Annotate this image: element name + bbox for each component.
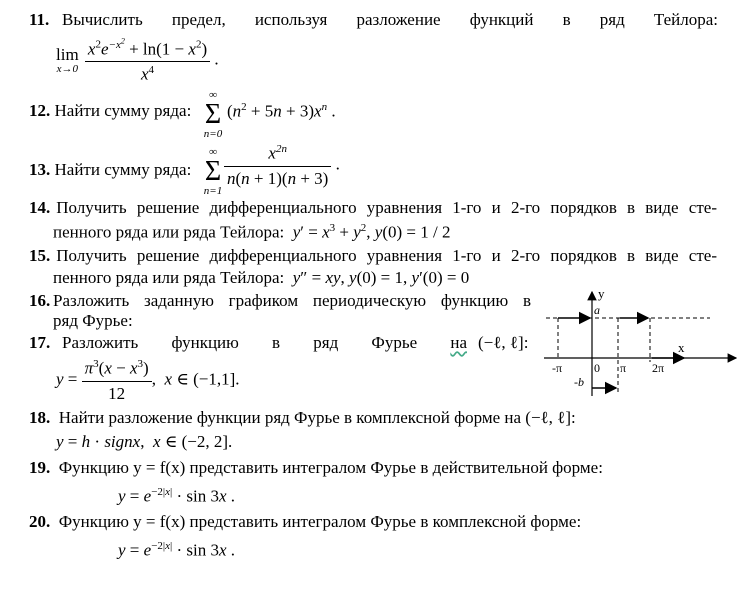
problem-13-sigma: ∞ Σ n=1 xyxy=(203,146,223,197)
graph-y-label: y xyxy=(598,286,605,301)
problem-16-line2: ряд Фурье: xyxy=(53,311,133,330)
graph-b-label: -b xyxy=(574,375,584,389)
graph-tick-pi: π xyxy=(620,361,627,375)
problem-11-number: 11. xyxy=(29,10,50,29)
problem-13-formula: $\frac{x^{2n}}{n(n + 1)(n + 3)}$ . xyxy=(224,143,340,189)
problem-14-line2: пенного ряда или ряда Тейлора: $y' = x^3 + y^2$, y(0) = 1 / 2 xyxy=(53,222,451,242)
problem-17-text: Разложить функцию в ряд Фурье на xyxy=(62,333,467,352)
problem-19-formula: $y = e^{-2|x|} \cdot \sin 3x$ . xyxy=(118,486,235,506)
problem-12-sigma: ∞ Σ n=0 xyxy=(203,89,223,140)
problem-14: 14. Получить решение дифференциального уравнения 1-го и 2-го порядков в виде сте- xyxy=(29,198,717,217)
problem-12-formula: $(n^2 + 5n + 3)x^n$ . xyxy=(227,101,336,121)
problem-15: 15. Получить решение дифференциального уравнения 1-го и 2-го порядков в виде сте- xyxy=(29,246,717,265)
problem-11-text: Вычислить предел, используя разложение функций в ряд Тейлора: xyxy=(62,10,718,29)
problem-11-formula: lim x→0 $\frac{x^2e^{-x^2} + \ln(1 - x^2)}{x^4}$ . xyxy=(56,36,219,84)
problem-18-formula: y = h · signx, x ∈ (−2, 2]. xyxy=(56,432,233,451)
problem-20: 20. Функцию y = f(x) представить интегралом Фурье в комплексной форме: xyxy=(29,512,582,531)
problem-20-formula: $y = e^{-2|x|} \cdot \sin 3x$ . xyxy=(118,540,235,560)
problem-17-formula: y = $\frac{\pi^3(x - x^3)}{12}$ , x ∈ (−1,1]. xyxy=(56,358,240,403)
problem-17-interval: (−ℓ, ℓ]: xyxy=(478,333,529,352)
problem-17-number: 17. xyxy=(29,333,51,352)
problem-16-line1: Разложить заданную графиком периодическую функцию в xyxy=(53,291,531,310)
problem-12: 12. Найти сумму ряда: xyxy=(29,101,192,120)
graph-a-label: a xyxy=(594,303,600,317)
problem-13: 13. Найти сумму ряда: xyxy=(29,160,192,179)
graph-tick-minus-pi: -π xyxy=(552,361,563,375)
problem-19: 19. Функцию y = f(x) представить интегралом Фурье в действительной форме: xyxy=(29,458,603,477)
problem-18: 18. Найти разложение функции ряд Фурье в комплексной форме на (−ℓ, ℓ]: xyxy=(29,408,576,427)
periodic-function-graph xyxy=(540,284,740,400)
graph-tick-zero: 0 xyxy=(594,361,600,375)
problem-15-line2: пенного ряда или ряда Тейлора: y″ = xy, y(0) = 1, y′(0) = 0 xyxy=(53,268,470,287)
problem-16-number: 16. xyxy=(29,291,51,310)
graph-tick-2pi: 2π xyxy=(652,361,665,375)
graph-x-label: x xyxy=(678,340,685,355)
